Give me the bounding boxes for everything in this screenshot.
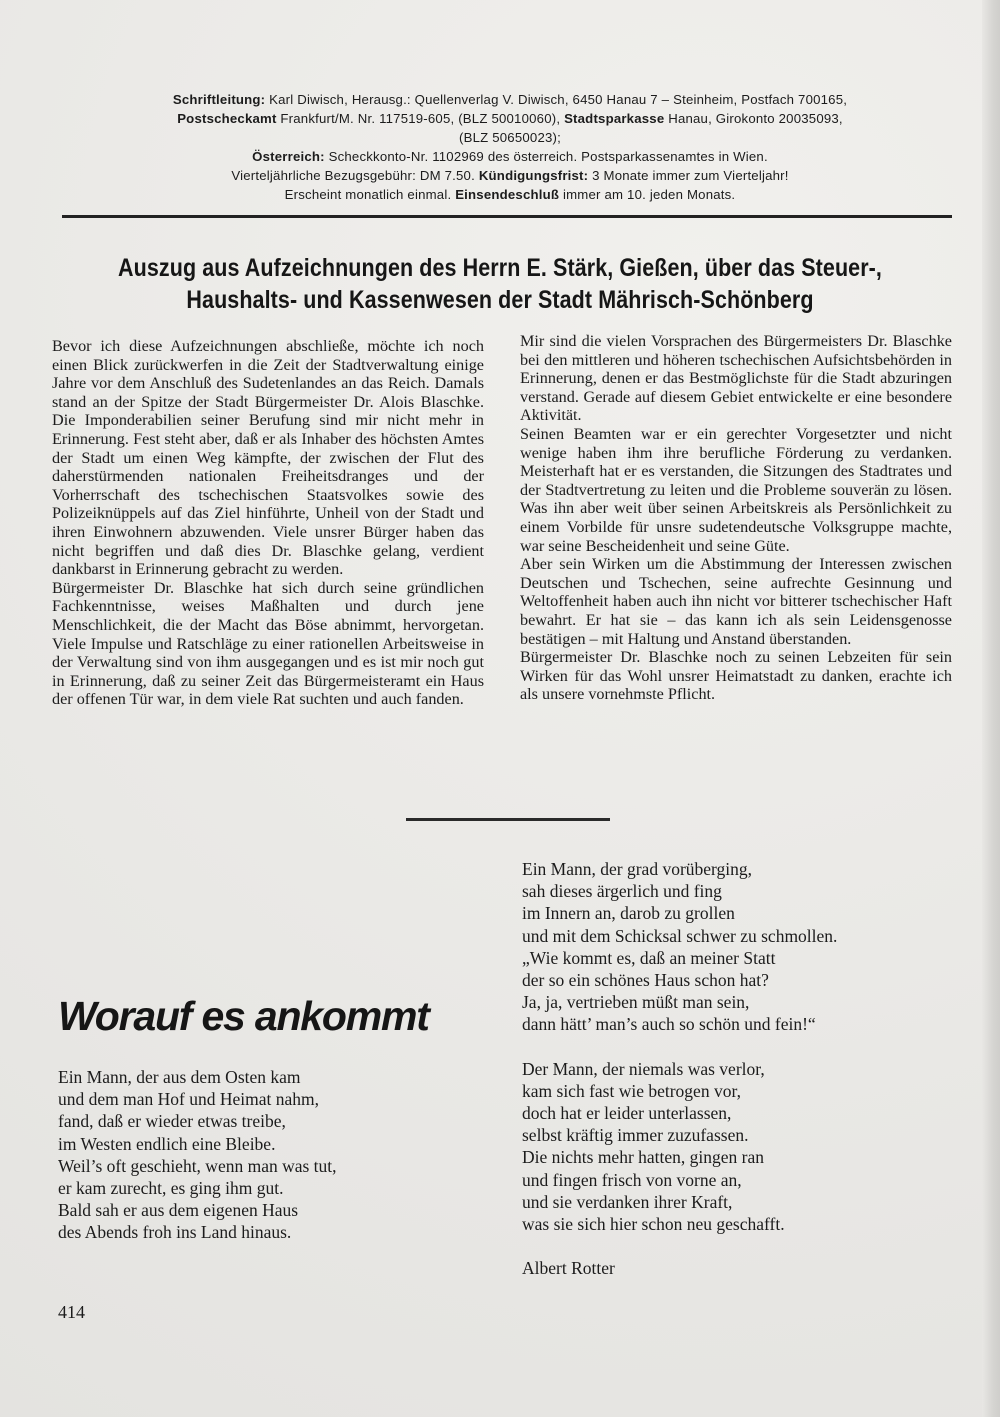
page-edge-shadow <box>982 0 1000 1417</box>
article-paragraph: Mir sind die vielen Vorsprachen des Bürgermeisters Dr. Blaschke bei den mittleren und höheren tschechischen Aufsichtsbehörden in Erinnerung, denen er das Bestmöglichste für die Stadt abzuringen verstand. Gerade auf diesem Gebiet entwickelte er eine besondere Aktivität. <box>520 332 952 425</box>
article-paragraph: Bürgermeister Dr. Blaschke noch zu seinen Lebzeiten für sein Wirken für das Wohl unsrer Heimatstadt zu danken, erachte ich als unsere vornehmste Pflicht. <box>520 648 952 704</box>
poem-stanza <box>522 858 837 1036</box>
poem-line: Der Mann, der niemals was verlor, <box>522 1058 765 1079</box>
masthead-line <box>60 90 960 109</box>
poem-line: Ein Mann, der grad vorüberging, <box>522 859 753 879</box>
article-headline <box>104 252 895 316</box>
masthead-rule <box>62 215 952 218</box>
article-paragraph: Seinen Beamten war er ein gerechter Vorgesetzter und nicht wenige haben ihm ihre berufliche Förderung zu verdanken. Meisterhaft hat er es verstanden, die Sitzungen des Stadtrates und der Stadtvertretung zu leiten und die Probleme souverän zu lösen. Was ihn aber weit über seinen Arbeitskreis als Persönlichkeit zu einem Vorbilde für unsre sudetendeutsche Volksgruppe machte, war seine Bescheidenheit und seine Güte. <box>520 424 952 555</box>
poem-line: Ja, ja, vertrieben müßt man sein, <box>522 992 750 1013</box>
poem-line: dann hätt’ man’s auch so schön und fein!“ <box>522 1014 816 1035</box>
poem-line: im Westen endlich eine Bleibe. <box>58 1133 276 1154</box>
masthead-text: Hanau, Girokonto 20035093, <box>664 111 843 126</box>
masthead-text: Karl Diwisch, Herausg.: Quellenverlag V. Diwisch, 6450 Hanau 7 – Steinheim, Postfach 700165, <box>265 92 848 107</box>
poem-stanza <box>522 1058 837 1236</box>
masthead-text: Frankfurt/M. Nr. 117519-605, (BLZ 50010060), <box>276 111 565 126</box>
masthead-text: Erscheint monatlich einmal. <box>284 187 456 202</box>
poem-line: des Abends froh ins Land hinaus. <box>58 1222 292 1243</box>
masthead-line <box>60 166 960 185</box>
masthead-label: Stadtsparkasse <box>564 111 665 126</box>
poem-line: sah dieses ärgerlich und fing <box>522 881 722 902</box>
masthead-text: 3 Monate immer zum Vierteljahr! <box>588 168 789 183</box>
section-divider <box>406 818 610 821</box>
poem-line: der so ein schönes Haus schon hat? <box>522 970 769 991</box>
masthead-line <box>60 109 960 128</box>
masthead-label: Kündigungsfrist: <box>478 168 589 183</box>
poem-line: doch hat er leider unterlassen, <box>522 1103 732 1124</box>
poem-stanza <box>58 1066 337 1244</box>
headline-line: Auszug aus Aufzeichnungen des Herrn E. Stärk, Gießen, über das Steuer-, <box>118 254 882 282</box>
masthead <box>60 90 960 204</box>
masthead-label: Einsendeschluß <box>455 187 560 202</box>
poem-line: Die nichts mehr hatten, gingen ran <box>522 1147 765 1168</box>
poem-line: selbst kräftig immer zuzufassen. <box>522 1125 749 1146</box>
masthead-label: Schriftleitung: <box>172 92 266 107</box>
poem-title: Worauf es ankommt <box>58 993 429 1039</box>
masthead-label: Postscheckamt <box>177 111 277 126</box>
poem-line: im Innern an, darob zu grollen <box>522 903 735 924</box>
page-number: 414 <box>58 1302 85 1322</box>
masthead-line <box>60 147 960 166</box>
poem-line: und fingen frisch von vorne an, <box>522 1169 742 1190</box>
poem-line: fand, daß er wieder etwas treibe, <box>58 1111 286 1132</box>
masthead-line <box>60 128 960 147</box>
article-paragraph: Bürgermeister Dr. Blaschke hat sich durch seine gründlichen Fachkenntnisse, weises Maßhalten und durch jene Menschlichkeit, die der Macht das Böse abnimmt, hervorgetan. Viele Impulse und Ratschläge zu einer rationellen Arbeitsweise in der Verwaltung sind von ihm ausgegangen und es ist mir noch gut in Erinnerung, daß zu seiner Zeit das Bürgermeisteramt ein Haus der offenen Tür war, in dem viele Rat suchten und auch fanden. <box>52 578 484 709</box>
poem-line: er kam zurecht, es ging ihm gut. <box>58 1178 284 1199</box>
article-column-left <box>52 337 484 709</box>
poem-line: kam sich fast wie betrogen vor, <box>522 1080 741 1101</box>
poem-author: Albert Rotter <box>522 1258 615 1279</box>
article-paragraph: Bevor ich diese Aufzeichnungen abschließe, möchte ich noch einen Blick zurückwerfen in die Zeit der Stadtverwaltung einige Jahre vor dem Anschluß des Sudetenlandes an das Reich. Damals stand an der Spitze der Stadt Bürgermeister Dr. Alois Blaschke. Die Imponderabilien seiner Berufung sind mir nicht mehr in Erinnerung. Fest steht aber, daß er als Inhaber des höchsten Amtes der Stadt um einen Weg kämpfte, der zwischen der Flut des daherstürmenden nationalen Freiheitsdranges und der Vorherrschaft des tschechischen Staatsvolkes sowie des Polizeiknüppels auf das Ziel hinführte, Unheil von der Stadt und ihren Einwohnern abzuwenden. Viele unsrer Bürger haben das nicht begriffen und daß dies Dr. Blaschke gelang, verdient dankbarst in Erinnerung gebracht zu werden. <box>52 337 484 579</box>
masthead-line <box>60 185 960 204</box>
poem-line: „Wie kommt es, daß an meiner Statt <box>522 947 776 968</box>
masthead-text: Vierteljährliche Bezugsgebühr: DM 7.50. <box>231 168 479 183</box>
headline-line: Haushalts- und Kassenwesen der Stadt Mährisch-Schönberg <box>186 286 814 314</box>
poem-line: und mit dem Schicksal schwer zu schmollen. <box>522 925 838 946</box>
masthead-text: immer am 10. jeden Monats. <box>559 187 736 202</box>
poem-column-left <box>58 1066 337 1244</box>
poem-line: und dem man Hof und Heimat nahm, <box>58 1089 319 1110</box>
article-column-right <box>520 332 952 704</box>
poem-line: Bald sah er aus dem eigenen Haus <box>58 1200 299 1221</box>
masthead-text: (BLZ 50650023); <box>459 130 561 145</box>
poem-line: und sie verdanken ihrer Kraft, <box>522 1191 733 1212</box>
poem-line: Weil’s oft geschieht, wenn man was tut, <box>58 1155 337 1176</box>
masthead-label: Österreich: <box>252 149 325 164</box>
article-paragraph: Aber sein Wirken um die Abstimmung der Interessen zwischen Deutschen und Tschechen, seine aufrechte Gesinnung und Weltoffenheit haben auch ihn nicht vor bitterer tschechischer Haft bewahrt. Er hat sie – das kann ich als sein Leidensgenosse bestätigen – mit Haltung und Anstand überstanden. <box>520 555 952 648</box>
poem-column-right <box>522 858 837 1279</box>
masthead-text: Scheckkonto-Nr. 1102969 des österreich. Postsparkassenamtes in Wien. <box>324 149 768 164</box>
poem-line: Ein Mann, der aus dem Osten kam <box>58 1067 301 1087</box>
poem-line: was sie sich hier schon neu geschafft. <box>522 1214 785 1235</box>
